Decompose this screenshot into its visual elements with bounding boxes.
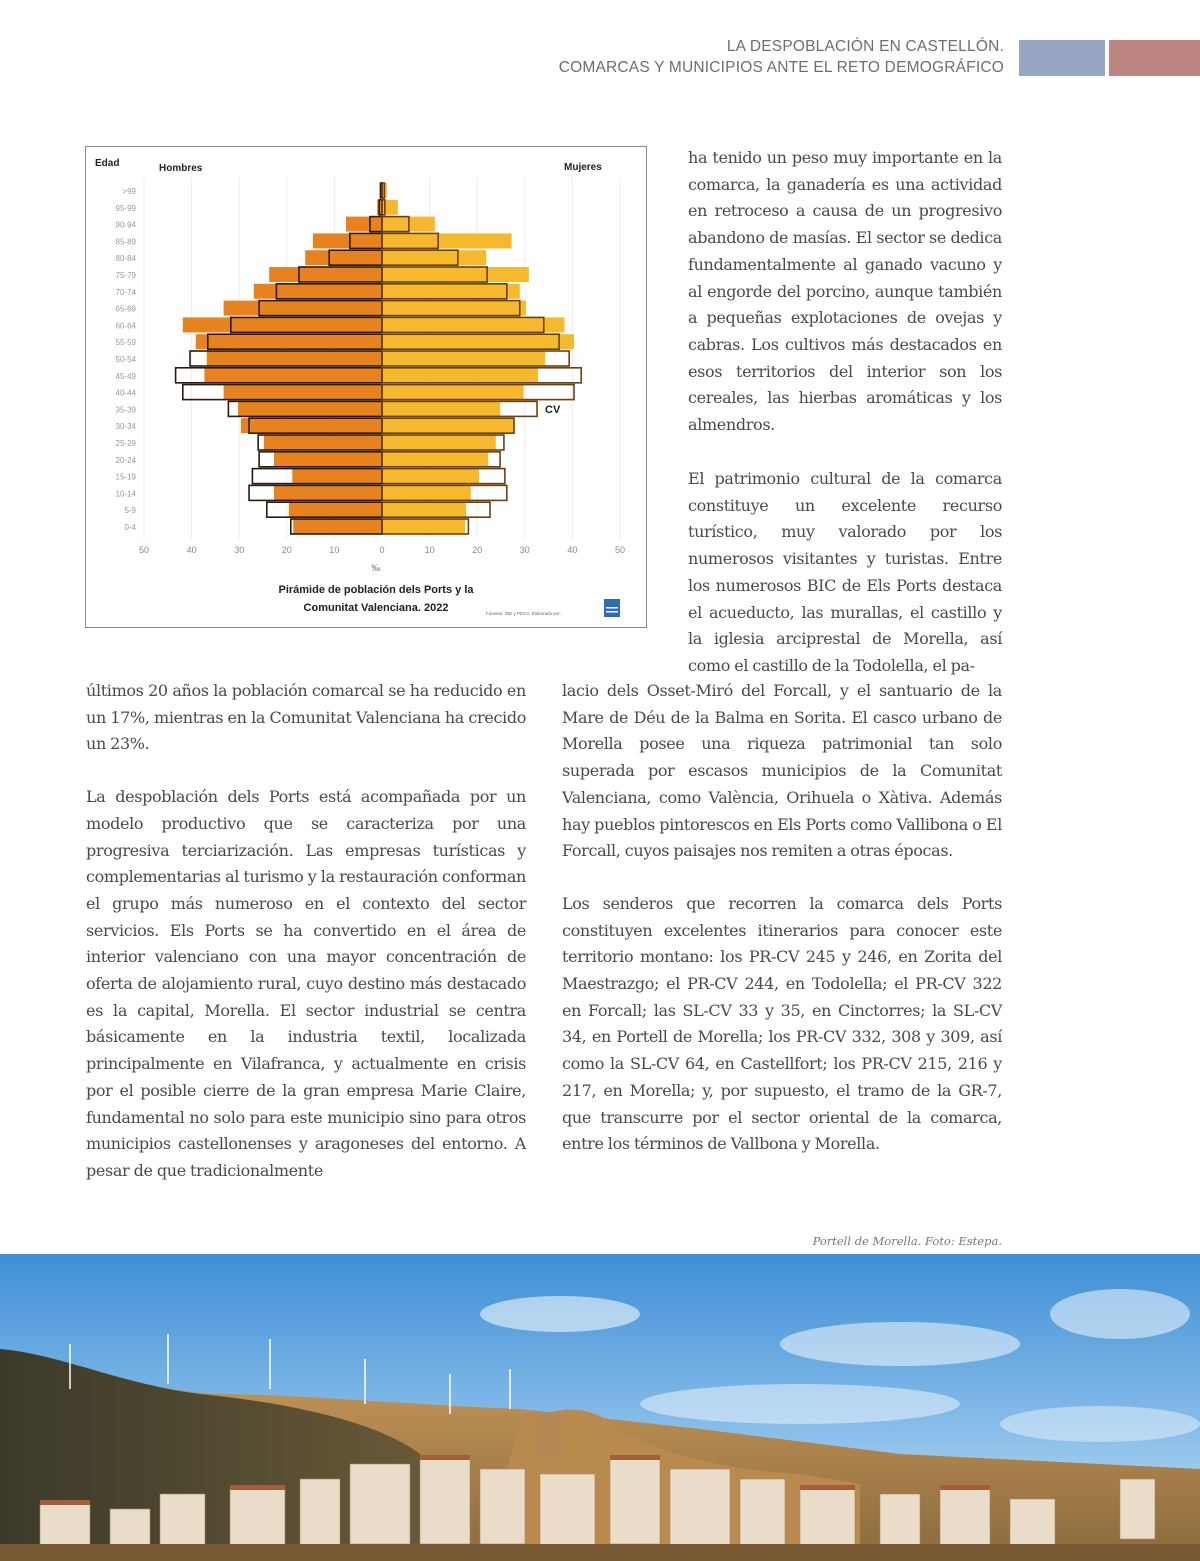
population-pyramid-chart bbox=[86, 147, 646, 627]
paragraph: La despoblación dels Ports está acompañada por un modelo productivo que se caracteriza por una progresiva terciarización. Las empresas turísticas y complementarias al turismo y la restauración conforman el grupo más numeroso en el contexto del sector servicios. Els Ports se ha convertido en el área de interior valenciano con una mayor concentración de oferta de alojamiento rural, cuyo destino más destacado es la capital, Morella. El sector industrial se centra básicamente en la industria textil, localizada principalmente en Vilafranca, y actualmente en crisis por el posible cierre de la gran empresa Marie Claire, fundamental no solo para este municipio sino para otros municipios castellonenses y aragoneses del entorno. A pesar de que tradicionalmente bbox=[86, 787, 526, 1180]
svg-text:0-4: 0-4 bbox=[124, 523, 136, 532]
paragraph: Los senderos que recorren la comarca dels Ports constituyen excelentes itinerarios para conocer este territorio montano: los PR-CV 245 y 246, en Zorita del Maestrazgo; el PR-CV 244, en Todolella; el PR-CV 322 en Forcall; las SL-CV 33 y 35, en Cinctorres; la SL-CV 34, en Portell de Morella; los PR-CV 332, 308 y 309, así como la SL-CV 64, en Castellfort; los PR-CV 215, 216 y 217, en Morella; y, por supuesto, el tramo de la GR-7, que transcurre por el sector oriental de la comarca, entre los términos de Vallbona y Morella. bbox=[562, 893, 1002, 1154]
paragraph: El patrimonio cultural de la comarca constituye un excelente recurso turístico, muy valorado por los numerosos visitantes y turistas. Entre los numerosos BIC de Els Ports destaca el acueducto, las murallas, el castillo y la iglesia arciprestal de Morella, así como el castillo de la Todolella, el pa- bbox=[688, 469, 1002, 675]
svg-text:90-94: 90-94 bbox=[115, 220, 136, 230]
svg-text:75-79: 75-79 bbox=[115, 271, 136, 280]
svg-text:10: 10 bbox=[329, 545, 340, 555]
svg-text:45-49: 45-49 bbox=[115, 371, 136, 381]
figure-title-line-2: Comunitat Valenciana. 2022 bbox=[303, 602, 449, 614]
svg-text:65-69: 65-69 bbox=[115, 304, 136, 314]
population-pyramid-figure bbox=[85, 146, 647, 628]
uv-logo-icon bbox=[604, 599, 620, 617]
svg-text:50: 50 bbox=[138, 545, 150, 555]
svg-text:30: 30 bbox=[234, 545, 245, 555]
svg-text:60-64: 60-64 bbox=[115, 321, 136, 331]
svg-text:95-99: 95-99 bbox=[115, 203, 136, 213]
svg-text:10: 10 bbox=[424, 545, 435, 555]
svg-text:30: 30 bbox=[519, 545, 530, 555]
header-line-1: LA DESPOBLACIÓN EN CASTELLÓN. bbox=[726, 38, 1004, 55]
x-axis-unit: ‰ bbox=[371, 563, 381, 573]
village-photo bbox=[0, 1254, 1200, 1561]
article-column-right-mid bbox=[688, 466, 1002, 706]
svg-text:20: 20 bbox=[472, 545, 483, 555]
header-accent-red bbox=[1109, 40, 1200, 76]
left-series-title: Hombres bbox=[159, 163, 203, 174]
figure-source: Fuentes: INE y PEGV. Elaborado por: bbox=[486, 611, 562, 616]
landscape-image bbox=[0, 1254, 1200, 1561]
svg-text:40: 40 bbox=[186, 545, 197, 555]
paragraph: ha tenido un peso muy importante en la comarca, la ganadería es una actividad en retroceso a causa de un progresivo abandono de masías. El sector se dedica fundamentalmente al ganado vacuno y al engorde del porcino, aunque también a pequeñas explotaciones de ovejas y cabras. Los cultivos más destacados en esos territorios del interior son los cereales, las hierbas aromáticas y los almendros. bbox=[688, 148, 1002, 435]
y-axis-title: Edad bbox=[95, 158, 120, 169]
svg-text:50: 50 bbox=[614, 545, 626, 555]
right-series-title: Mujeres bbox=[564, 162, 602, 173]
svg-text:50-54: 50-54 bbox=[115, 355, 136, 364]
article-column-right-top bbox=[688, 145, 1002, 465]
header-accent-blue bbox=[1019, 40, 1105, 76]
svg-text:25-29: 25-29 bbox=[115, 439, 136, 448]
svg-text:40-44: 40-44 bbox=[115, 388, 136, 398]
svg-text:20: 20 bbox=[281, 545, 292, 555]
tower bbox=[540, 1414, 562, 1459]
svg-text:0: 0 bbox=[379, 545, 385, 555]
photo-caption: Portell de Morella. Foto: Estepa. bbox=[812, 1234, 1002, 1248]
svg-text:15-19: 15-19 bbox=[115, 472, 136, 482]
running-header bbox=[559, 36, 1004, 78]
svg-text:20-24: 20-24 bbox=[115, 455, 136, 465]
svg-text:10-14: 10-14 bbox=[115, 489, 136, 499]
svg-text:85-89: 85-89 bbox=[115, 237, 136, 247]
svg-text:30-34: 30-34 bbox=[115, 422, 136, 432]
header-line-2: COMARCAS Y MUNICIPIOS ANTE EL RETO DEMOGRÁFICO bbox=[558, 59, 1004, 76]
svg-text:35-39: 35-39 bbox=[115, 405, 136, 415]
svg-text:>99: >99 bbox=[122, 187, 136, 196]
svg-text:40: 40 bbox=[567, 545, 578, 555]
svg-text:80-84: 80-84 bbox=[115, 254, 136, 264]
figure-title-line-1: Pirámide de población dels Ports y la bbox=[278, 584, 474, 596]
paragraph: lacio dels Osset-Miró del Forcall, y el santuario de la Mare de Déu de la Balma en Sorita. El casco urbano de Morella posee una riqueza patrimonial tan solo superada por escasos municipios de la Comunitat Valenciana, como València, Orihuela o Xàtiva. Además hay pueblos pintorescos en Els Ports como Vallibona o El Forcall, cuyos paisajes nos remiten a otras épocas. bbox=[562, 681, 1002, 861]
paragraph: últimos 20 años la población comarcal se ha reducido en un 17%, mientras en la Comunitat Valenciana ha crecido un 23%. bbox=[86, 681, 526, 754]
article-column-left bbox=[86, 678, 526, 1211]
svg-text:5-9: 5-9 bbox=[124, 506, 136, 516]
cv-series-label: CV bbox=[545, 404, 561, 416]
svg-text:70-74: 70-74 bbox=[115, 287, 136, 297]
svg-text:55-59: 55-59 bbox=[115, 338, 136, 348]
article-column-right-bottom bbox=[562, 678, 1002, 1184]
